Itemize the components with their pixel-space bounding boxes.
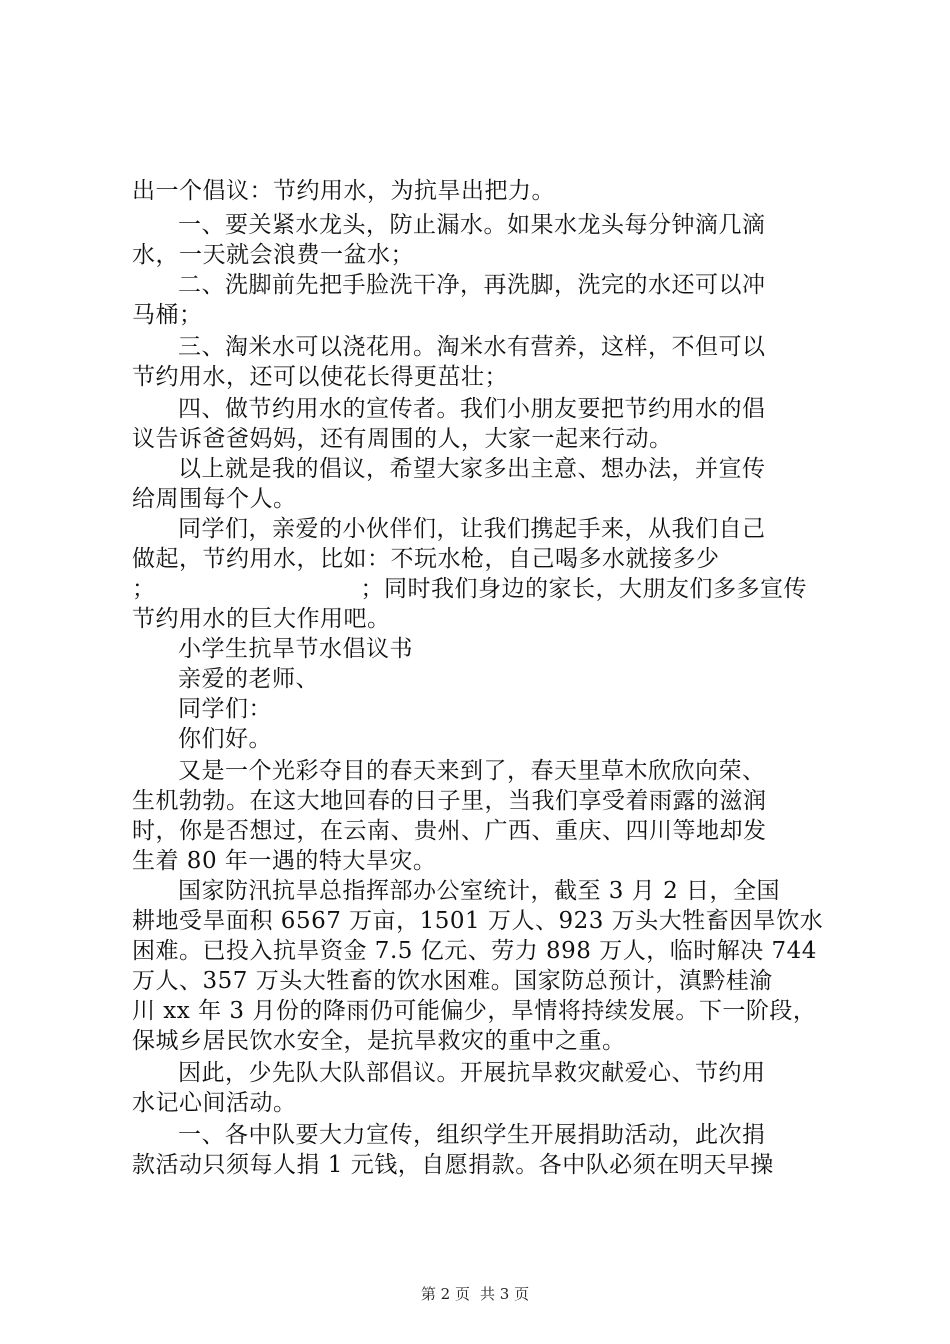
text-line: 三、淘米水可以浇花用。淘米水有营养，这样，不但可以: [178, 334, 766, 360]
text-line: 万人、357 万头大牲畜的饮水困难。国家防总预计，滇黔桂渝: [132, 968, 773, 994]
text-line: 节约用水，还可以使花长得更茁壮；: [132, 364, 508, 390]
text-line: 耕地受旱面积 6567 万亩，1501 万人、923 万头大牲畜因旱饮水: [132, 908, 824, 934]
text-line: 水，一天就会浪费一盆水；: [132, 242, 414, 268]
text-line: 做起，节约用水，比如：不玩水枪，自己喝多水就接多少: [132, 546, 720, 572]
text-line: 给周围每个人。: [132, 486, 297, 512]
text-line: 一、各中队要大力宣传，组织学生开展捐助活动，此次捐: [178, 1122, 766, 1148]
text-line: 水记心间活动。: [132, 1090, 297, 1116]
text-line: 时，你是否想过，在云南、贵州、广西、重庆、四川等地却发: [132, 818, 767, 844]
salutation: 亲爱的老师、: [178, 666, 319, 692]
page-total: 共 3 页: [480, 1285, 530, 1303]
salutation: 同学们：: [178, 696, 272, 722]
text-line: 议告诉爸爸妈妈，还有周围的人，大家一起来行动。: [132, 426, 673, 452]
page-number: 第 2 页: [420, 1285, 470, 1303]
text-line: 一、要关紧水龙头，防止漏水。如果水龙头每分钟滴几滴: [178, 212, 766, 238]
text-line: 生机勃勃。在这大地回春的日子里，当我们享受着雨露的滋润: [132, 788, 767, 814]
section-title: 小学生抗旱节水倡议书: [178, 636, 413, 662]
text-line: 因此，少先队大队部倡议。开展抗旱救灾献爱心、节约用: [178, 1060, 766, 1086]
text-fragment: ；同时我们身边的家长，大朋友们多多宣传: [360, 576, 807, 602]
page-footer: [0, 1283, 950, 1304]
text-line: 二、洗脚前先把手脸洗干净，再洗脚，洗完的水还可以冲: [178, 272, 766, 298]
text-line: 生着 80 年一遇的特大旱灾。: [132, 848, 437, 874]
greeting: 你们好。: [178, 726, 272, 752]
text-line: 川 xx 年 3 月份的降雨仍可能偏少，旱情将持续发展。下一阶段，: [132, 998, 817, 1024]
text-line: 以上就是我的倡议，希望大家多出主意、想办法，并宣传: [178, 456, 766, 482]
text-fragment: ；: [132, 576, 156, 602]
text-line: 马桶；: [132, 302, 203, 328]
text-line: 同学们，亲爱的小伙伴们，让我们携起手来，从我们自己: [178, 516, 766, 542]
text-line: 款活动只须每人捐 1 元钱，自愿捐款。各中队必须在明天早操: [132, 1152, 774, 1178]
text-line: 节约用水的巨大作用吧。: [132, 606, 391, 632]
text-line: 国家防汛抗旱总指挥部办公室统计，截至 3 月 2 日，全国: [178, 878, 781, 904]
text-line: 四、做节约用水的宣传者。我们小朋友要把节约用水的倡: [178, 396, 766, 422]
text-line: [132, 574, 807, 604]
text-line: 困难。已投入抗旱资金 7.5 亿元、劳力 898 万人，临时解决 744: [132, 938, 817, 964]
text-line: 又是一个光彩夺目的春天来到了，春天里草木欣欣向荣、: [178, 758, 766, 784]
text-line: 保城乡居民饮水安全，是抗旱救灾的重中之重。: [132, 1028, 626, 1054]
text-line: 出一个倡议：节约用水，为抗旱出把力。: [132, 178, 555, 204]
